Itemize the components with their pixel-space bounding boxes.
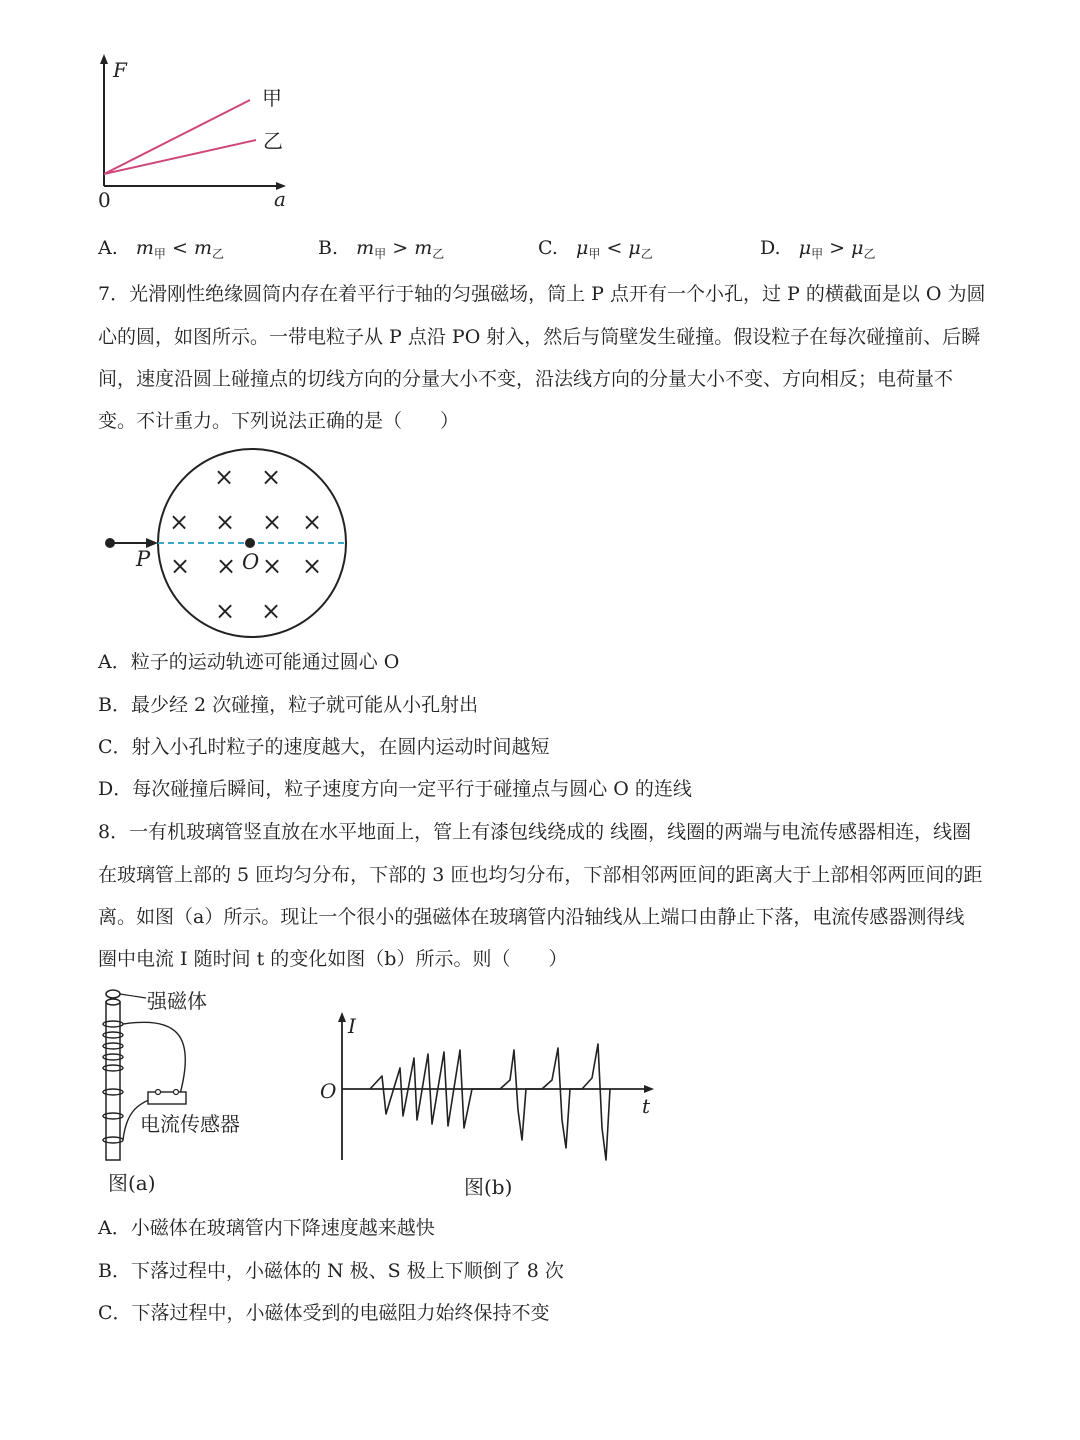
induced-current-curve xyxy=(370,1044,610,1160)
current-sensor-label: 电流传感器 xyxy=(140,1112,240,1136)
y-axis-arrow xyxy=(100,54,108,64)
q7-option-a: A．粒子的运动轨迹可能通过圆心 O xyxy=(98,651,400,673)
q7-stem-line-4: 变。不计重力。下列说法正确的是（ ） xyxy=(98,410,460,432)
q8-option-b: B．下落过程中，小磁体的 N 极、S 极上下顺倒了 8 次 xyxy=(98,1260,564,1282)
q7-stem-line-2: 心的圆，如图所示。一带电粒子从 P 点沿 PO 射入，然后与筒壁发生碰撞。假设粒子在每次碰撞前、后瞬 xyxy=(98,326,981,348)
upper-lead-wire xyxy=(123,1022,185,1096)
option-letter: C. xyxy=(538,237,558,259)
field-cross: × xyxy=(262,508,283,536)
field-cross: × xyxy=(215,597,236,625)
field-cross: × xyxy=(169,508,190,536)
field-cross: × xyxy=(216,552,237,580)
field-cross: × xyxy=(261,463,282,491)
sensor-terminal xyxy=(156,1090,161,1095)
magnet-label: 强磁体 xyxy=(147,989,207,1013)
tube-top-rim xyxy=(106,999,120,1005)
figure-a-caption: 图(a) xyxy=(108,1171,156,1195)
q7-option-b: B．最少经 2 次碰撞，粒子就可能从小孔射出 xyxy=(98,694,479,716)
magnet-label-leader xyxy=(120,994,146,998)
line-yi xyxy=(104,140,256,174)
q7-option-c: C．射入小孔时粒子的速度越大，在圆内运动时间越短 xyxy=(98,736,550,758)
q6-option-d: D. $\mu_甲 > \mu_乙$ xyxy=(760,237,876,261)
t-axis-arrow xyxy=(644,1085,654,1093)
q6-option-a: A. $m_甲 < m_乙$ xyxy=(98,237,224,261)
q8-option-c: C．下落过程中，小磁体受到的电磁阻力始终保持不变 xyxy=(98,1302,550,1324)
i-axis-label: I xyxy=(348,1014,356,1038)
i-axis-arrow xyxy=(338,1012,346,1022)
q8-stem-line-2: 在玻璃管上部的 5 匝均匀分布，下部的 3 匝也均匀分布，下部相邻两匝间的距离大于上部相邻两匝间的距 xyxy=(98,864,983,886)
q7-option-d: D．每次碰撞后瞬间，粒子速度方向一定平行于碰撞点与圆心 O 的连线 xyxy=(98,778,692,800)
field-cross: × xyxy=(302,508,323,536)
fa-graph-line-yi-label: 乙 xyxy=(263,129,283,153)
field-cross: × xyxy=(302,552,323,580)
fa-graph-y-label: F xyxy=(113,58,127,82)
center-o-dot xyxy=(245,538,255,548)
q6-option-c: C. $\mu_甲 < \mu_乙$ xyxy=(538,237,653,261)
current-sensor-box xyxy=(148,1092,186,1104)
q7-stem-line-3: 间，速度沿圆上碰撞点的切线方向的分量大小不变，沿法线方向的分量大小不变、方向相反；电荷量不 xyxy=(98,368,954,390)
field-cross: × xyxy=(170,552,191,580)
point-p-label: P xyxy=(136,547,151,571)
q8-stem-line-4: 圈中电流 I 随时间 t 的变化如图（b）所示。则（ ） xyxy=(98,948,568,970)
field-cross: × xyxy=(214,463,235,491)
q8-option-a: A．小磁体在玻璃管内下降速度越来越快 xyxy=(98,1217,435,1239)
field-cross: × xyxy=(215,508,236,536)
option-letter: B. xyxy=(318,237,339,259)
point-o-label: O xyxy=(242,550,260,574)
figure-b-caption: 图(b) xyxy=(464,1175,513,1199)
option-letter: A. xyxy=(98,237,118,259)
current-time-graph xyxy=(330,1010,660,1166)
fa-graph-origin: 0 xyxy=(98,188,111,212)
q8-stem-line-1: 8．一有机玻璃管竖直放在水平地面上，管上有漆包线绕成的 线圈，线圈的两端与电流传感器相连，线圈 xyxy=(98,821,972,843)
field-cross: × xyxy=(261,597,282,625)
fa-graph-x-label: a xyxy=(274,187,286,211)
t-axis-label: t xyxy=(642,1094,651,1118)
magnet-icon xyxy=(106,990,120,998)
graph-b-origin: O xyxy=(320,1079,337,1103)
q7-stem-line-1: 7．光滑刚性绝缘圆筒内存在着平行于轴的匀强磁场，筒上 P 点开有一个小孔，过 P 的横截面是以 O 为圆 xyxy=(98,283,986,305)
q6-option-b: B. $m_甲 > m_乙$ xyxy=(318,237,445,261)
field-cross: × xyxy=(262,552,283,580)
option-letter: D. xyxy=(760,237,781,259)
fa-graph-line-jia-label: 甲 xyxy=(262,86,282,110)
line-jia xyxy=(104,100,250,174)
sensor-terminal xyxy=(174,1090,179,1095)
q8-stem-line-3: 离。如图（a）所示。现让一个很小的强磁体在玻璃管内沿轴线从上端口由静止下落，电流传感器测得线 xyxy=(98,906,965,928)
